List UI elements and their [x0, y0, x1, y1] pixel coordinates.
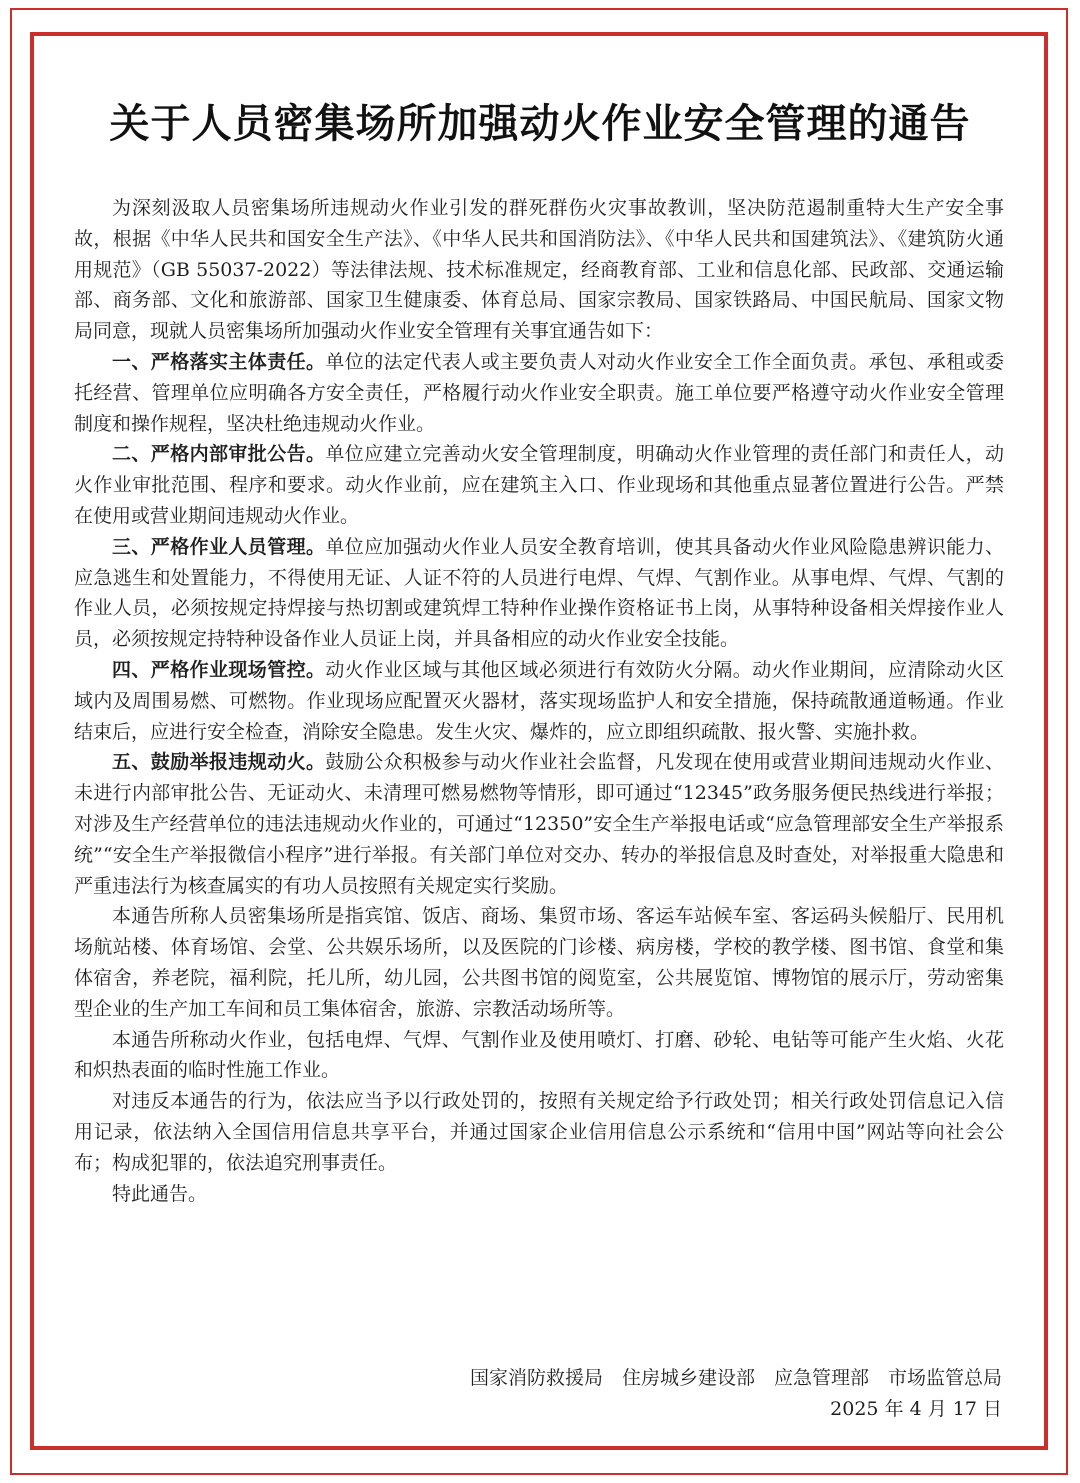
section-2-heading: 二、严格内部审批公告。 [112, 443, 326, 466]
section-4 [74, 655, 1004, 747]
section-1-heading: 一、严格落实主体责任。 [112, 350, 326, 373]
section-3-text: 单位应加强动火作业人员安全教育培训，使其具备动火作业风险隐患辨识能力、应急逃生和处置能力，不得使用无证、人证不符的人员进行电焊、气焊、气割作业。从事电焊、气焊、气割的作业人员，必须按规定持焊接与热切割或建筑焊工特种作业操作资格证书上岗，从事特种设备相关焊接作业人员，必须按规定持特种设备作业人员证上岗，并具备相应的动火作业安全技能。 [74, 535, 1004, 651]
section-5 [74, 747, 1004, 901]
definition-hot-work: 本通告所称动火作业，包括电焊、气焊、气割作业及使用喷灯、打磨、砂轮、电钻等可能产生火焰、火花和炽热表面的临时性施工作业。 [74, 1028, 1004, 1082]
section-5-heading: 五、鼓励举报违规动火。 [112, 751, 326, 774]
section-2 [74, 439, 1004, 531]
notice-body [74, 193, 1004, 1209]
intro-paragraph: 为深刻汲取人员密集场所违规动火作业引发的群死群伤火灾事故教训，坚决防范遏制重特大生产安全事故，根据《中华人民共和国安全生产法》、《中华人民共和国消防法》、《中华人民共和国建筑法》、《建筑防火通用规范》（GB 55037-2022）等法律法规、技术标准规定，经商教育部、工业和信息化部、民政部、交通运输部、商务部、文化和旅游部、国家卫生健康委、体育总局、国家宗教局、国家铁路局、中国民航局、国家文物局同意，现就人员密集场所加强动火作业安全管理有关事宜通告如下： [74, 197, 1004, 343]
penalty-paragraph: 对违反本通告的行为，依法应当予以行政处罚的，按照有关规定给予行政处罚；相关行政处罚信息记入信用记录，依法纳入全国信用信息共享平台，并通过国家企业信用信息公示系统和“信用中国”网站等向社会公布；构成犯罪的，依法追究刑事责任。 [74, 1090, 1004, 1174]
section-4-heading: 四、严格作业现场管控。 [112, 658, 326, 681]
signature-block [300, 1363, 1002, 1425]
section-3-heading: 三、严格作业人员管理。 [112, 535, 326, 558]
section-5-text: 鼓励公众积极参与动火作业社会监督，凡发现在使用或营业期间违规动火作业、未进行内部审批公告、无证动火、未清理可燃易燃物等情形，即可通过“12345”政务服务便民热线进行举报；对涉及生产经营单位的违法违规动火作业的，可通过“12350”安全生产举报电话或“应急管理部安全生产举报系统”“安全生产举报微信小程序”进行举报。有关部门单位对交办、转办的举报信息及时查处，对举报重大隐患和严重违法行为核查属实的有功人员按照有关规定实行奖励。 [74, 751, 1004, 897]
section-4-text: 动火作业区域与其他区域必须进行有效防火分隔。动火作业期间，应清除动火区域内及周围易燃、可燃物。作业现场应配置灭火器材，落实现场监护人和安全措施，保持疏散通道畅通。作业结束后，应进行安全检查，消除安全隐患。发生火灾、爆炸的，应立即组织疏散、报火警、实施扑救。 [74, 658, 1004, 743]
notice-title: 关于人员密集场所加强动火作业安全管理的通告 [109, 101, 971, 147]
section-2-text: 单位应建立完善动火安全管理制度，明确动火作业管理的责任部门和责任人，动火作业审批范围、程序和要求。动火作业前，应在建筑主入口、作业现场和其他重点显著位置进行公告。严禁在使用或营业期间违规动火作业。 [74, 443, 1004, 527]
section-1 [74, 347, 1004, 439]
section-1-text: 单位的法定代表人或主要负责人对动火作业安全工作全面负责。承包、承租或委托经营、管理单位应明确各方安全责任，严格履行动火作业安全职责。施工单位要严格遵守动火作业安全管理制度和操作规程，坚决杜绝违规动火作业。 [74, 350, 1004, 435]
issuing-agencies: 国家消防救援局 住房城乡建设部 应急管理部 市场监管总局 [469, 1367, 1002, 1389]
issue-date: 2025 年 4 月 17 日 [830, 1398, 1002, 1420]
section-3 [74, 532, 1004, 655]
closing-line: 特此通告。 [112, 1182, 208, 1205]
definition-crowded-places: 本通告所称人员密集场所是指宾馆、饭店、商场、集贸市场、客运车站候车室、客运码头候船厅、民用机场航站楼、体育场馆、会堂、公共娱乐场所，以及医院的门诊楼、病房楼，学校的教学楼、图书馆、食堂和集体宿舍，养老院，福利院，托儿所，幼儿园，公共图书馆的阅览室，公共展览馆、博物馆的展示厅，劳动密集型企业的生产加工车间和员工集体宿舍，旅游、宗教活动场所等。 [74, 905, 1004, 1020]
